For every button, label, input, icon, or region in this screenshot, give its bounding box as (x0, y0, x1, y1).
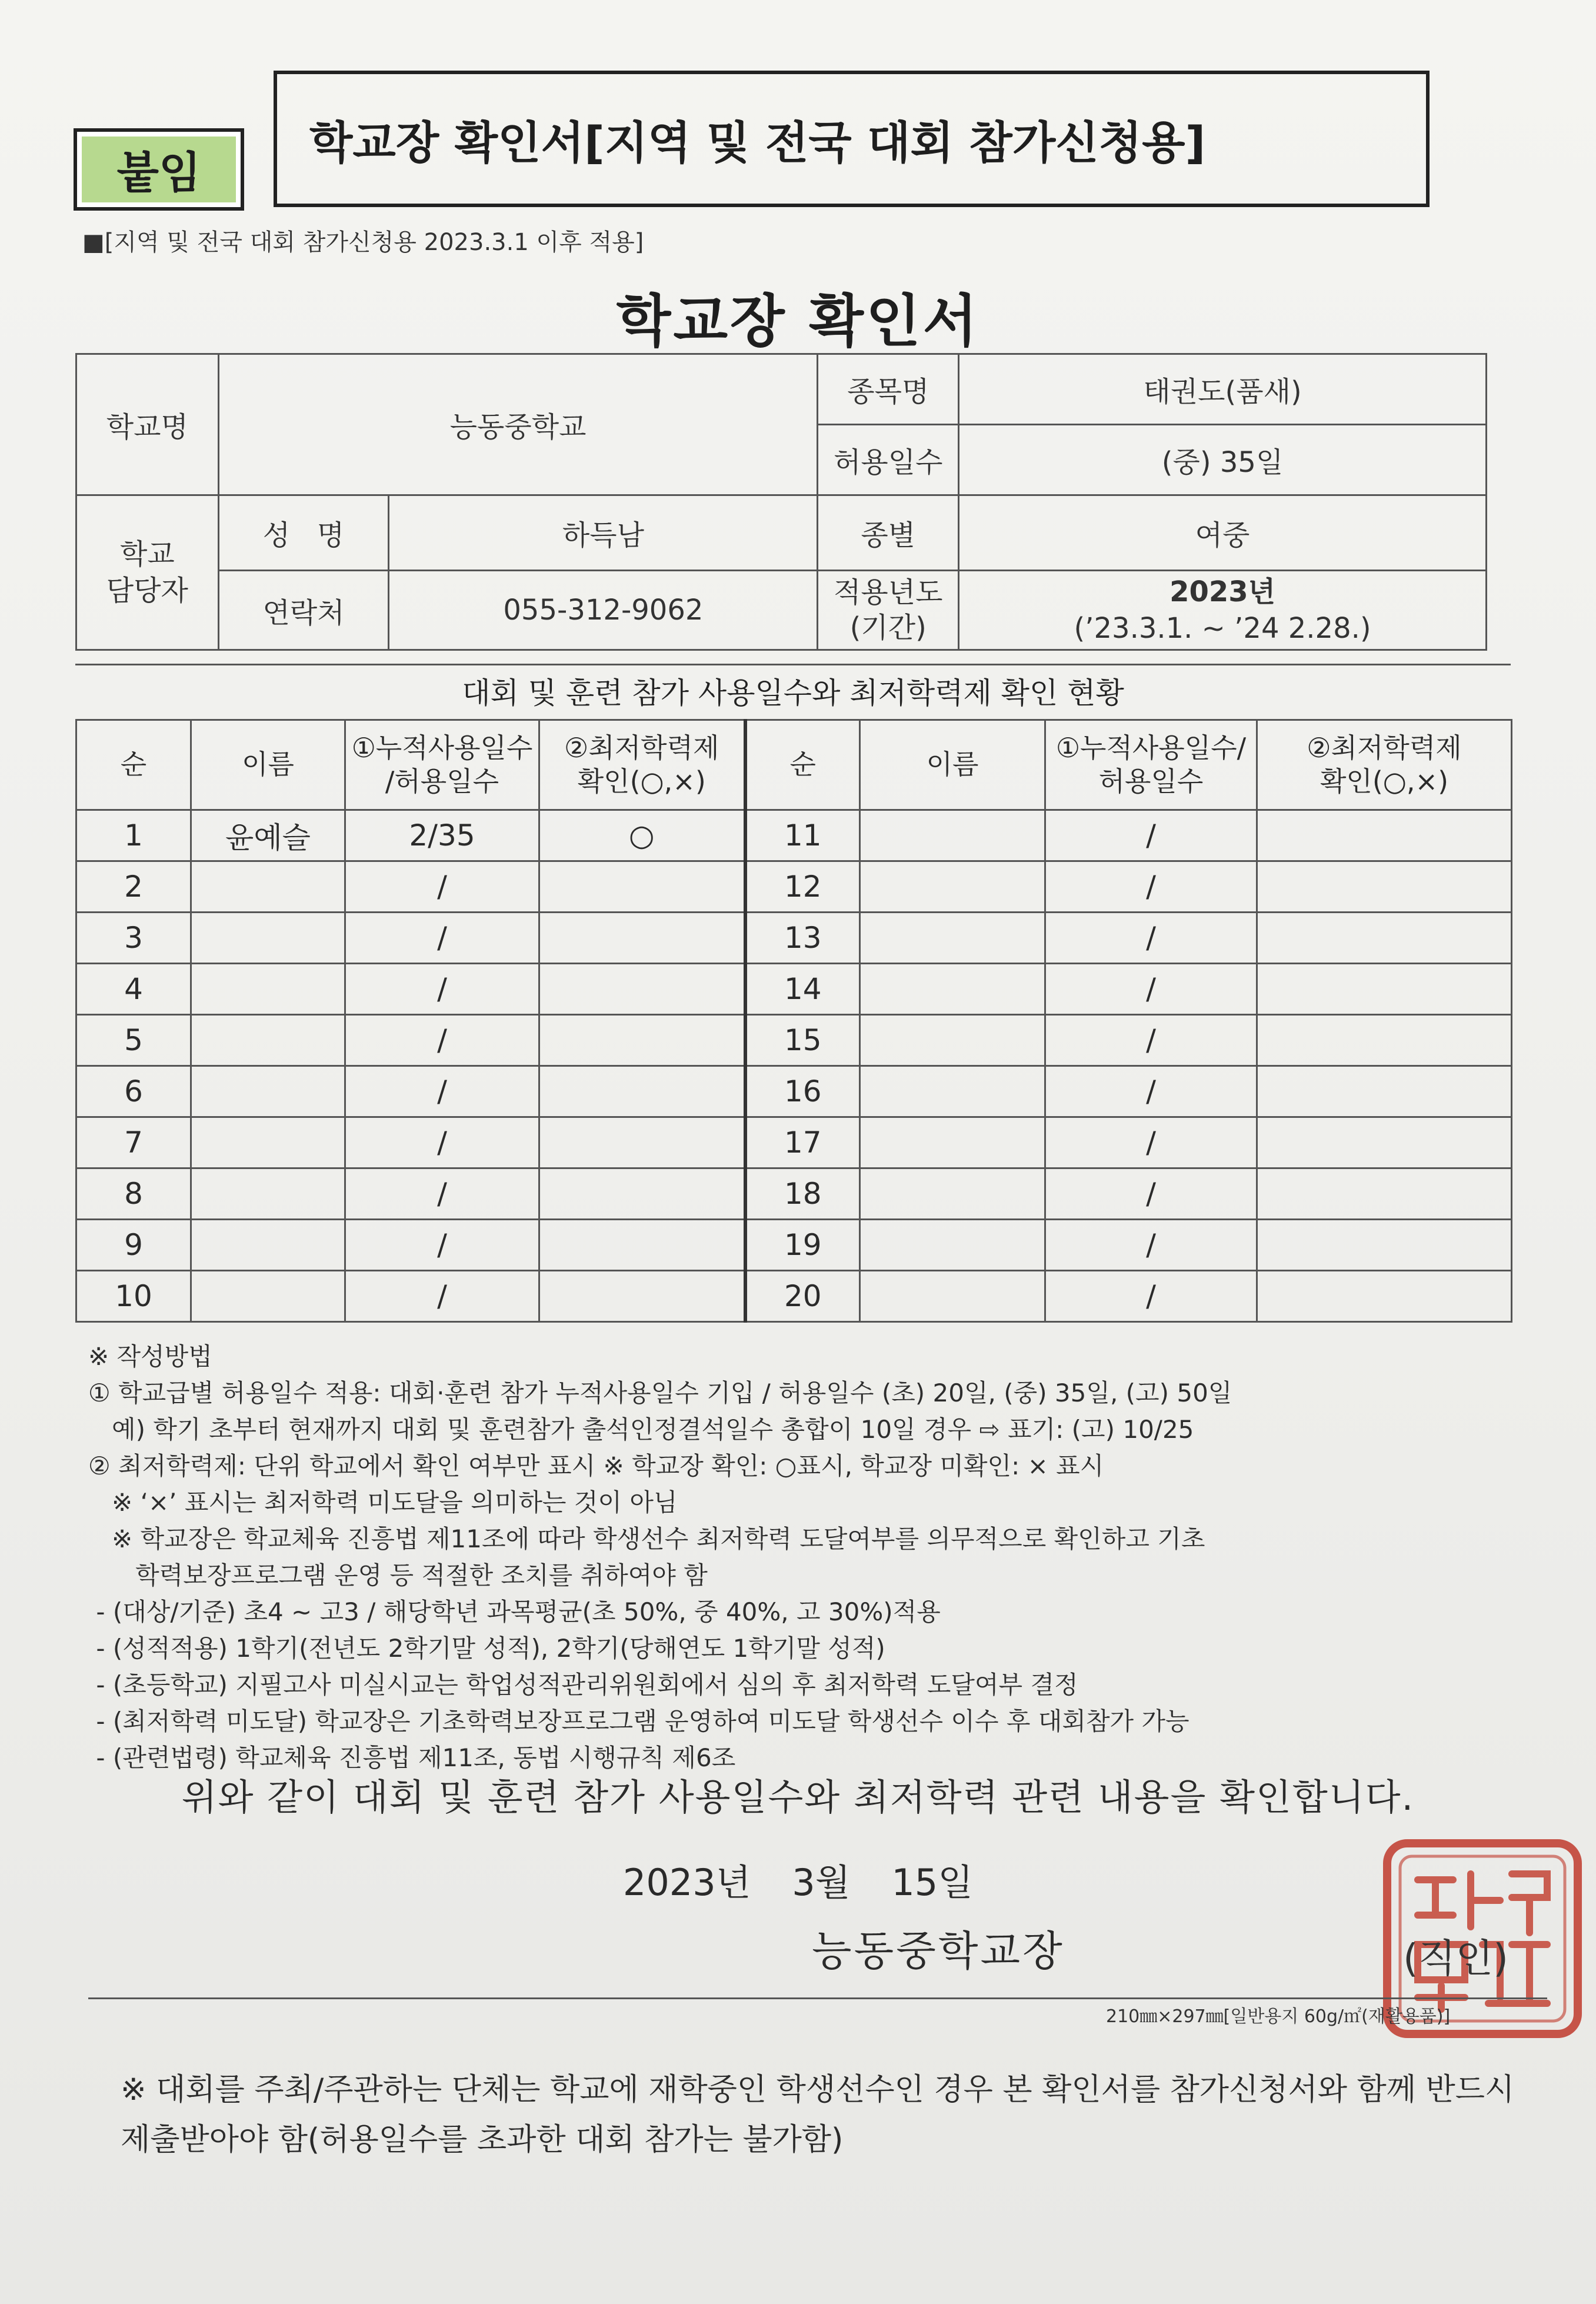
instruction-line: 예) 학기 초부터 현재까지 대회 및 훈련참가 출석인정결석일수 총합이 10일 경우 ⇨ 표기: (고) 10/25 (88, 1415, 1194, 1444)
row-days-right: / (1045, 1015, 1257, 1066)
attachment-tag (74, 128, 244, 211)
row-no: 2 (76, 861, 191, 913)
row-name-right (860, 913, 1045, 964)
paper-spec: 210㎜×297㎜[일반용지 60g/㎡(재활용품)] (1106, 2006, 1451, 2027)
seal-label: (직인) (1403, 1936, 1509, 1981)
row-no-right: 17 (745, 1117, 860, 1168)
row-days: / (345, 1271, 539, 1322)
row-name-right (860, 861, 1045, 913)
school-info-table (75, 353, 1487, 651)
row-check (539, 1117, 745, 1168)
row-check-right (1257, 1220, 1512, 1271)
row-name (191, 1117, 345, 1168)
footer-notice: ※ 대회를 주최/주관하는 단체는 학교에 재학중인 학생선수인 경우 본 확인서를 참가신청서와 함께 반드시 제출받아야 함(허용일수를 초과한 대회 참가는 불가함) (121, 2072, 1515, 2157)
table-row (76, 810, 1512, 861)
form-title-box (274, 71, 1430, 207)
table-row (76, 1168, 1512, 1220)
row-name (191, 1220, 345, 1271)
col-header-days: ①누적사용일수 /허용일수 (345, 720, 539, 810)
status-table (75, 719, 1512, 1323)
row-no: 3 (76, 913, 191, 964)
row-days-right: / (1045, 913, 1257, 964)
col-header-check: ②최저학력제 확인(○,×) (539, 720, 745, 810)
row-days-right: / (1045, 861, 1257, 913)
instruction-line: ※ 작성방법 (88, 1342, 212, 1371)
instruction-line: ② 최저학력제: 단위 학교에서 확인 여부만 표시 ※ 학교장 확인: ○표시, 학교장 미확인: × 표시 (88, 1451, 1104, 1480)
allowed-days-label: 허용일수 (818, 425, 959, 495)
row-days: / (345, 1168, 539, 1220)
row-no-right: 14 (745, 964, 860, 1015)
row-check-right (1257, 913, 1512, 964)
row-no-right: 20 (745, 1271, 860, 1322)
table-row (76, 913, 1512, 964)
row-days: / (345, 964, 539, 1015)
row-check-right (1257, 810, 1512, 861)
row-name: 윤예슬 (191, 810, 345, 861)
row-name (191, 964, 345, 1015)
row-no: 7 (76, 1117, 191, 1168)
contact-person-label: 학교 담당자 (76, 495, 219, 650)
instruction-line: - (대상/기준) 초4 ~ 고3 / 해당학년 과목평균(초 50%, 중 40%, 고 30%)적용 (88, 1597, 941, 1626)
row-no: 8 (76, 1168, 191, 1220)
col-header-days-right: ①누적사용일수/ 허용일수 (1045, 720, 1257, 810)
row-no-right: 18 (745, 1168, 860, 1220)
table-row (76, 964, 1512, 1015)
row-no-right: 13 (745, 913, 860, 964)
instruction-line: - (최저학력 미도달) 학교장은 기초학력보장프로그램 운영하여 미도달 학생선수 이수 후 대회참가 가능 (88, 1707, 1189, 1736)
row-no-right: 16 (745, 1066, 860, 1117)
row-name-right (860, 1015, 1045, 1066)
principal-title: 능동중학교장 (812, 1927, 1065, 1975)
period-year: 2023년 (1169, 575, 1276, 608)
row-days: 2/35 (345, 810, 539, 861)
row-no: 4 (76, 964, 191, 1015)
row-days-right: / (1045, 1066, 1257, 1117)
instruction-line: ① 학교급별 허용일수 적용: 대회·훈련 참가 누적사용일수 기입 / 허용일수 (초) 20일, (중) 35일, (고) 50일 (88, 1379, 1232, 1407)
col-header-no: 순 (76, 720, 191, 810)
event-value: 태권도(품새) (959, 354, 1487, 425)
row-check (539, 913, 745, 964)
col-header-check-right: ②최저학력제 확인(○,×) (1257, 720, 1512, 810)
phone-value: 055-312-9062 (389, 571, 818, 650)
form-title: 학교장 확인서[지역 및 전국 대회 참가신청용] (309, 116, 1206, 169)
row-days: / (345, 1066, 539, 1117)
period-label: 적용년도 (기간) (818, 571, 959, 650)
row-name (191, 1168, 345, 1220)
row-name-right (860, 964, 1045, 1015)
row-no-right: 11 (745, 810, 860, 861)
table-row (76, 1015, 1512, 1066)
row-check: ○ (539, 810, 745, 861)
row-days: / (345, 1117, 539, 1168)
row-days-right: / (1045, 964, 1257, 1015)
row-name-right (860, 1220, 1045, 1271)
allowed-days-value: (중) 35일 (959, 425, 1487, 495)
row-name-right (860, 810, 1045, 861)
table-row (76, 861, 1512, 913)
row-check-right (1257, 1015, 1512, 1066)
instructions (88, 1339, 1530, 1776)
table-row (76, 1066, 1512, 1117)
instruction-line: - (초등학교) 지필고사 미실시교는 학업성적관리위원회에서 심의 후 최저학력 도달여부 결정 (88, 1670, 1078, 1699)
signing-date: 2023년 3월 15일 (622, 1861, 974, 1904)
row-no: 6 (76, 1066, 191, 1117)
row-days-right: / (1045, 1168, 1257, 1220)
category-value: 여중 (959, 495, 1487, 571)
row-check (539, 1271, 745, 1322)
row-no-right: 12 (745, 861, 860, 913)
row-no: 10 (76, 1271, 191, 1322)
instruction-line: ※ ‘×’ 표시는 최저학력 미도달을 의미하는 것이 아님 (88, 1488, 678, 1517)
row-name-right (860, 1117, 1045, 1168)
instruction-line: - (성적적용) 1학기(전년도 2학기말 성적), 2학기(당해연도 1학기말 성적) (88, 1634, 885, 1663)
row-name (191, 861, 345, 913)
row-days: / (345, 1015, 539, 1066)
col-header-name-right: 이름 (860, 720, 1045, 810)
phone-label: 연락처 (218, 571, 389, 650)
row-no: 5 (76, 1015, 191, 1066)
school-name-value: 능동중학교 (218, 354, 818, 495)
row-days: / (345, 913, 539, 964)
row-check (539, 861, 745, 913)
row-name (191, 1271, 345, 1322)
row-name (191, 1015, 345, 1066)
row-name (191, 1066, 345, 1117)
row-name-right (860, 1168, 1045, 1220)
attachment-tag-label: 붙임 (82, 136, 236, 202)
col-header-no-right: 순 (745, 720, 860, 810)
table-row (76, 1220, 1512, 1271)
row-check (539, 1015, 745, 1066)
school-name-label: 학교명 (76, 354, 219, 495)
row-check-right (1257, 1117, 1512, 1168)
table-row (76, 1117, 1512, 1168)
row-name-right (860, 1066, 1045, 1117)
row-no-right: 15 (745, 1015, 860, 1066)
applicability-notice: ■[지역 및 전국 대회 참가신청용 2023.3.1 이후 적용] (82, 229, 644, 256)
status-heading: 대회 및 훈련 참가 사용일수와 최저학력제 확인 현황 (75, 664, 1511, 721)
col-header-name: 이름 (191, 720, 345, 810)
name-value: 하득남 (389, 495, 818, 571)
row-check (539, 1066, 745, 1117)
row-check-right (1257, 1066, 1512, 1117)
row-days-right: / (1045, 1271, 1257, 1322)
row-days: / (345, 1220, 539, 1271)
instruction-line: 학력보장프로그램 운영 등 적절한 조치를 취하여야 함 (88, 1561, 708, 1590)
row-days: / (345, 861, 539, 913)
instruction-line: - (관련법령) 학교체육 진흥법 제11조, 동법 시행규칙 제6조 (88, 1743, 736, 1772)
row-no-right: 19 (745, 1220, 860, 1271)
period-value (959, 571, 1487, 650)
divider (88, 1997, 1547, 1999)
row-check (539, 1168, 745, 1220)
row-no: 1 (76, 810, 191, 861)
document-title: 학교장 확인서 (616, 288, 980, 354)
period-range: (’23.3.1. ~ ’24 2.28.) (1074, 612, 1371, 645)
name-label: 성 명 (218, 495, 389, 571)
row-check-right (1257, 1168, 1512, 1220)
row-days-right: / (1045, 810, 1257, 861)
row-check-right (1257, 964, 1512, 1015)
row-check (539, 1220, 745, 1271)
row-check (539, 964, 745, 1015)
row-no: 9 (76, 1220, 191, 1271)
category-label: 종별 (818, 495, 959, 571)
row-check-right (1257, 1271, 1512, 1322)
row-days-right: / (1045, 1117, 1257, 1168)
row-name-right (860, 1271, 1045, 1322)
row-days-right: / (1045, 1220, 1257, 1271)
confirmation-statement: 위와 같이 대회 및 훈련 참가 사용일수와 최저학력 관련 내용을 확인합니다. (181, 1776, 1415, 1819)
event-label: 종목명 (818, 354, 959, 425)
table-row (76, 1271, 1512, 1322)
instruction-line: ※ 학교장은 학교체육 진흥법 제11조에 따라 학생선수 최저학력 도달여부를 의무적으로 확인하고 기초 (88, 1524, 1205, 1553)
row-name (191, 913, 345, 964)
row-check-right (1257, 861, 1512, 913)
